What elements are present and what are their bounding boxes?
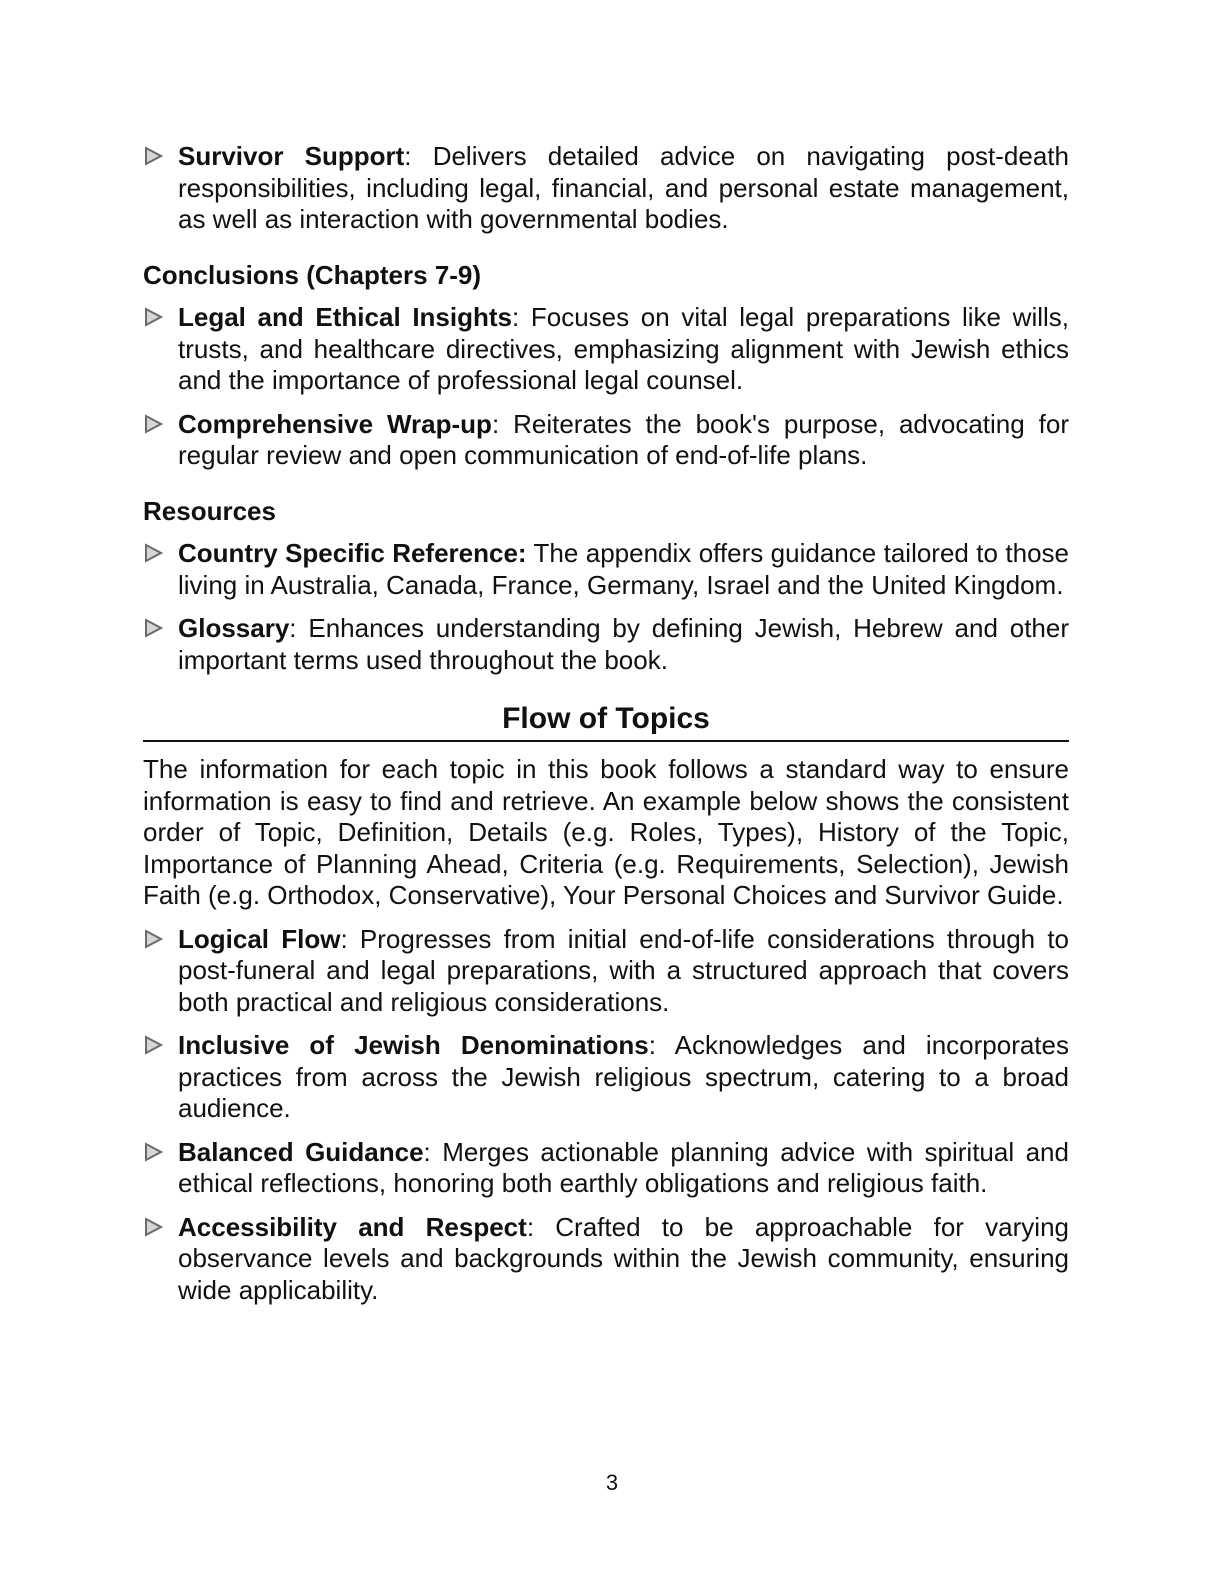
triangle-arrow-icon [143, 543, 163, 563]
bullet-text: Crafted to be approachable for varying observance levels and backgrounds within the Jewish community, ensuring wide applicability. [178, 1211, 1069, 1305]
bullet-text: Enhances understanding by defining Jewish, Hebrew and other important terms used throughout the book. [178, 613, 1069, 675]
bullet-text: Reiterates the book's purpose, advocating for regular review and open communication of end-of-life plans. [178, 408, 1069, 470]
bullet-inclusive-denominations [143, 1030, 1069, 1125]
bullet-text: Acknowledges and incorporates practices from across the Jewish religious spectrum, catering to a broad audience. [178, 1030, 1069, 1123]
triangle-arrow-icon [143, 1142, 163, 1162]
bullet-separator: : [423, 1136, 431, 1167]
triangle-arrow-icon [143, 146, 163, 166]
triangle-arrow-icon [143, 929, 163, 949]
bullet-survivor-support [143, 141, 1069, 236]
bullet-separator: : [648, 1030, 656, 1060]
bullet-legal-ethical [143, 302, 1069, 397]
triangle-arrow-icon [143, 618, 163, 638]
bullet-term: Survivor Support [178, 141, 405, 171]
bullet-separator: : [404, 141, 412, 171]
conclusions-heading: Conclusions (Chapters 7-9) [143, 259, 482, 290]
flow-of-topics-title: Flow of Topics [143, 700, 1069, 742]
bullet-accessibility-respect [143, 1212, 1069, 1307]
bullet-text: Delivers detailed advice on navigating post-death responsibilities, including legal, financial, and personal estate management, as well as interaction with governmental bodies. [178, 141, 1069, 234]
triangle-arrow-icon [143, 1217, 163, 1237]
bullet-text: Progresses from initial end-of-life considerations through to post-funeral and legal preparations, with a structured approach that covers both practical and religious considerations. [178, 923, 1069, 1017]
bullet-text: Merges actionable planning advice with spiritual and ethical reflections, honoring both earthly obligations and religious faith. [178, 1136, 1069, 1198]
bullet-separator: : [526, 1211, 535, 1242]
triangle-arrow-icon [143, 1035, 163, 1055]
bullet-term: Inclusive of Jewish Denominations [178, 1030, 649, 1060]
bullet-term: Logical Flow [178, 923, 341, 954]
bullet-term: Balanced Guidance [178, 1136, 424, 1167]
page-number: 3 [605, 1470, 619, 1495]
bullet-separator: : [512, 302, 520, 332]
bullet-term: Accessibility and Respect [178, 1211, 527, 1242]
bullet-balanced-guidance [143, 1137, 1069, 1200]
bullet-separator: : [340, 923, 348, 954]
bullet-logical-flow [143, 924, 1069, 1019]
bullet-text: The appendix offers guidance tailored to those living in Australia, Canada, France, Germany, Israel and the United Kingdom. [178, 538, 1069, 600]
triangle-arrow-icon [143, 307, 163, 327]
triangle-arrow-icon [143, 414, 163, 434]
bullet-separator: : [289, 613, 297, 643]
bullet-comprehensive-wrapup [143, 409, 1069, 472]
bullet-term: Legal and Ethical Insights [178, 302, 512, 332]
bullet-country-reference [143, 538, 1069, 601]
bullet-glossary [143, 613, 1069, 676]
bullet-term: Comprehensive Wrap-up [178, 408, 492, 439]
flow-intro-paragraph: The information for each topic in this book follows a standard way to ensure information is easy to find and retrieve. An example below shows the consistent order of Topic, Definition, Details (e.g. Roles, Types), History of the Topic, Importance of Planning Ahead, Criteria (e.g. Requirements, Selection), Jewish Faith (e.g. Orthodox, Conservative), Your Personal Choices and Survivor Guide. [143, 754, 1069, 910]
bullet-term: Glossary [178, 613, 290, 643]
bullet-separator: : [491, 408, 500, 439]
document-page [143, 141, 1069, 1318]
bullet-text: Focuses on vital legal preparations like wills, trusts, and healthcare directives, emphasizing alignment with Jewish ethics and the importance of professional legal counsel. [178, 302, 1069, 395]
bullet-term: Country Specific Reference: [178, 538, 527, 568]
resources-heading: Resources [143, 495, 276, 526]
